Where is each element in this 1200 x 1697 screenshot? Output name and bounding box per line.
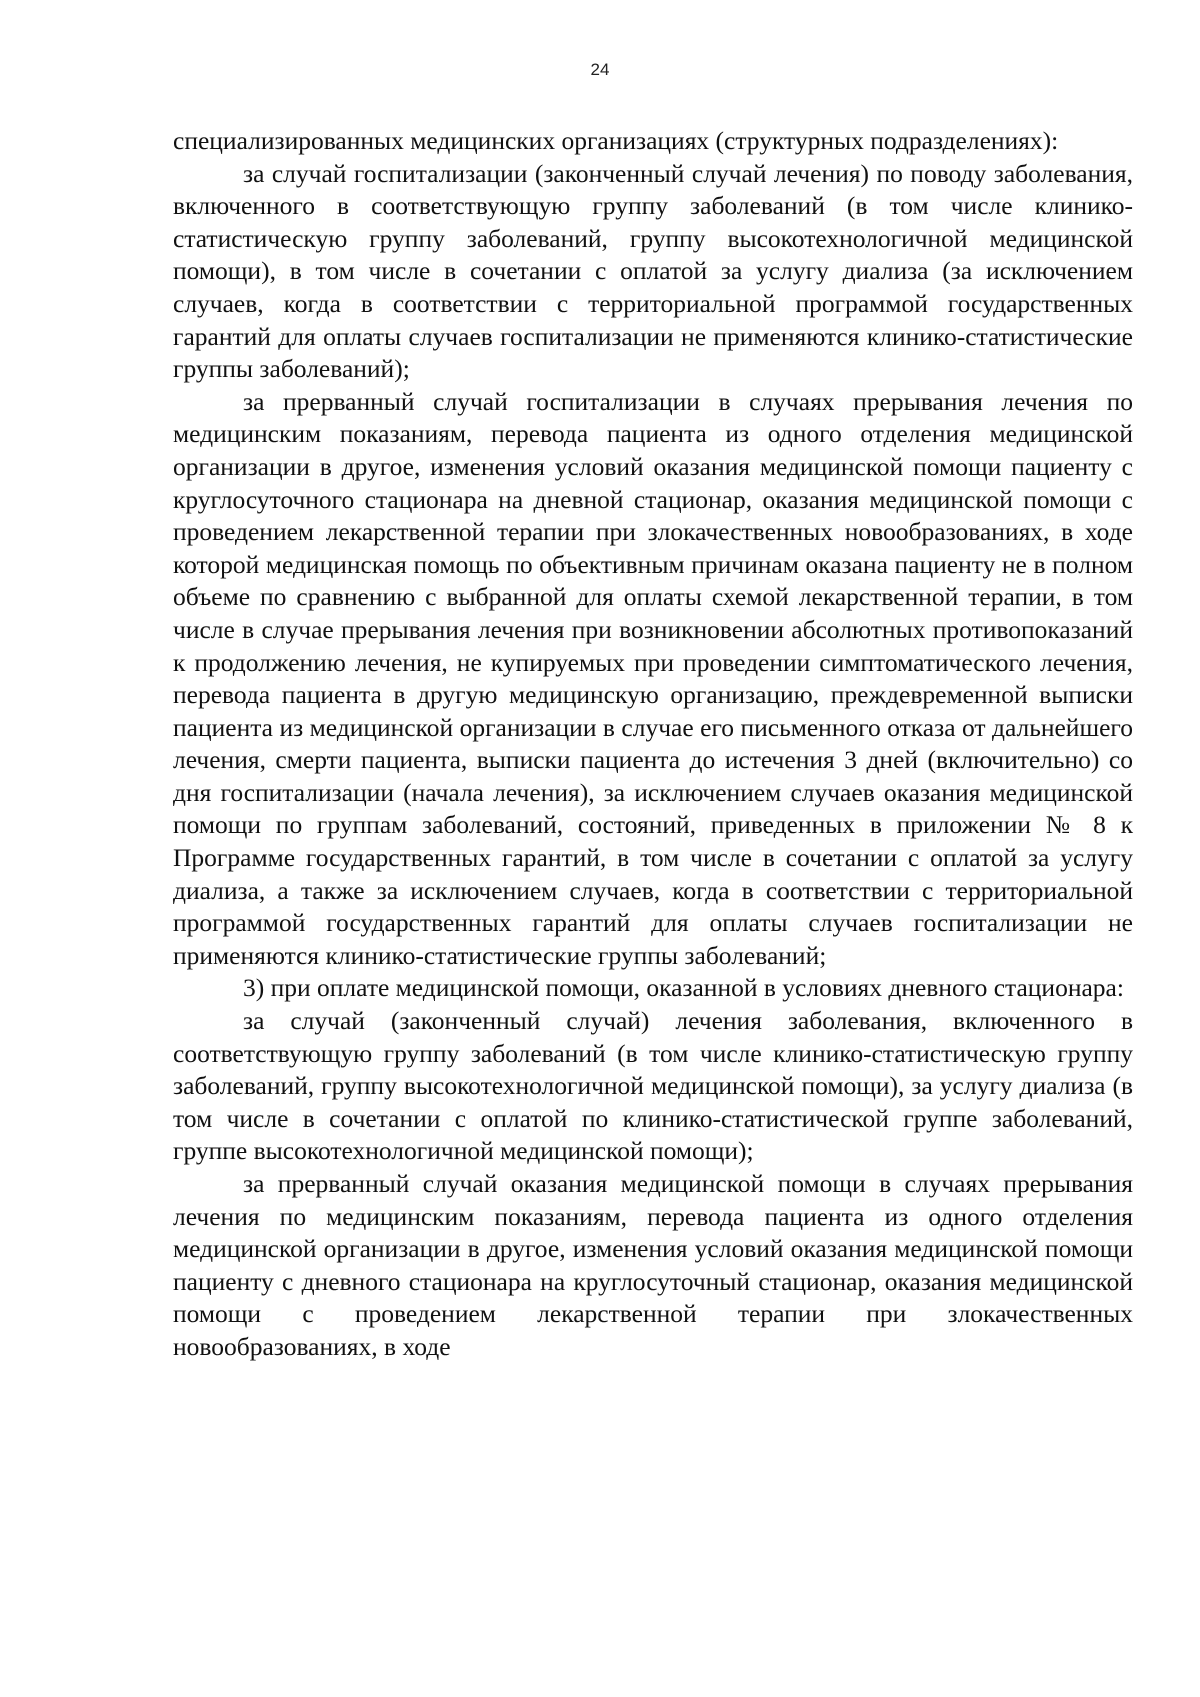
page-number: 24 [590,60,610,79]
paragraph-interrupted-day-hospital: за прерванный случай оказания медицинской помощи в случаях прерывания лечения по медицинским показаниям, перевода пациента из одного отделения медицинской организации в другое, изменения условий оказания медицинской помощи пациенту с дневного стационара на круглосуточный стационар, оказания медицинской помощи с проведением лекарственной терапии при злокачественных новообразованиях, в ходе [173,1169,1133,1361]
document-body [173,125,1133,1364]
paragraph-hospitalization-case: за случай госпитализации (законченный случай лечения) по поводу заболевания, включенного в соответствующую группу заболеваний (в том числе клинико-статистическую группу заболеваний, группу высокотехнологичной медицинской помощи), в том числе в сочетании с оплатой за услугу диализа (за исключением случаев, когда в соответствии с территориальной программой государственных гарантий для оплаты случаев госпитализации не применяются клинико-статистические группы заболеваний); [173,158,1133,384]
paragraph-day-hospital-heading: 3) при оплате медицинской помощи, оказанной в условиях дневного стационара: [243,973,1124,1003]
paragraph-interrupted-hospitalization: за прерванный случай госпитализации в случаях прерывания лечения по медицинским показаниям, перевода пациента из одного отделения медицинской организации в другое, изменения условий оказания медицинской помощи пациенту с круглосуточного стационара на дневной стационар, оказания медицинской помощи с проведением лекарственной терапии при злокачественных новообразованиях, в ходе которой медицинская помощь по объективным причинам оказана пациенту не в полном объеме по сравнению с выбранной для оплаты схемой лекарственной терапии, в том числе в случае прерывания лечения при возникновении абсолютных противопоказаний к продолжению лечения, не купируемых при проведении симптоматического лечения, перевода пациента в другую медицинскую организацию, преждевременной выписки пациента из медицинской организации в случае его письменного отказа от дальнейшего лечения, смерти пациента, выписки пациента до истечения 3 дней (включительно) со дня госпитализации (начала лечения), за исключением случаев оказания медицинской помощи по группам заболеваний, состояний, приведенных в приложении № 8 к Программе государственных гарантий, в том числе в сочетании с оплатой за услугу диализа, а также за исключением случаев, когда в соответствии с территориальной программой государственных гарантий для оплаты случаев госпитализации не применяются клинико-статистические группы заболеваний; [173,386,1133,970]
paragraph-continuation: специализированных медицинских организациях (структурных подразделениях): [173,126,1059,155]
paragraph-day-hospital-case: за случай (законченный случай) лечения заболевания, включенного в соответствующую группу заболеваний (в том числе клинико-статистическую группу заболеваний, группу высокотехнологичной медицинской помощи), за услугу диализа (в том числе в сочетании с оплатой по клинико-статистической группе заболеваний, группе высокотехнологичной медицинской помощи); [173,1006,1133,1166]
